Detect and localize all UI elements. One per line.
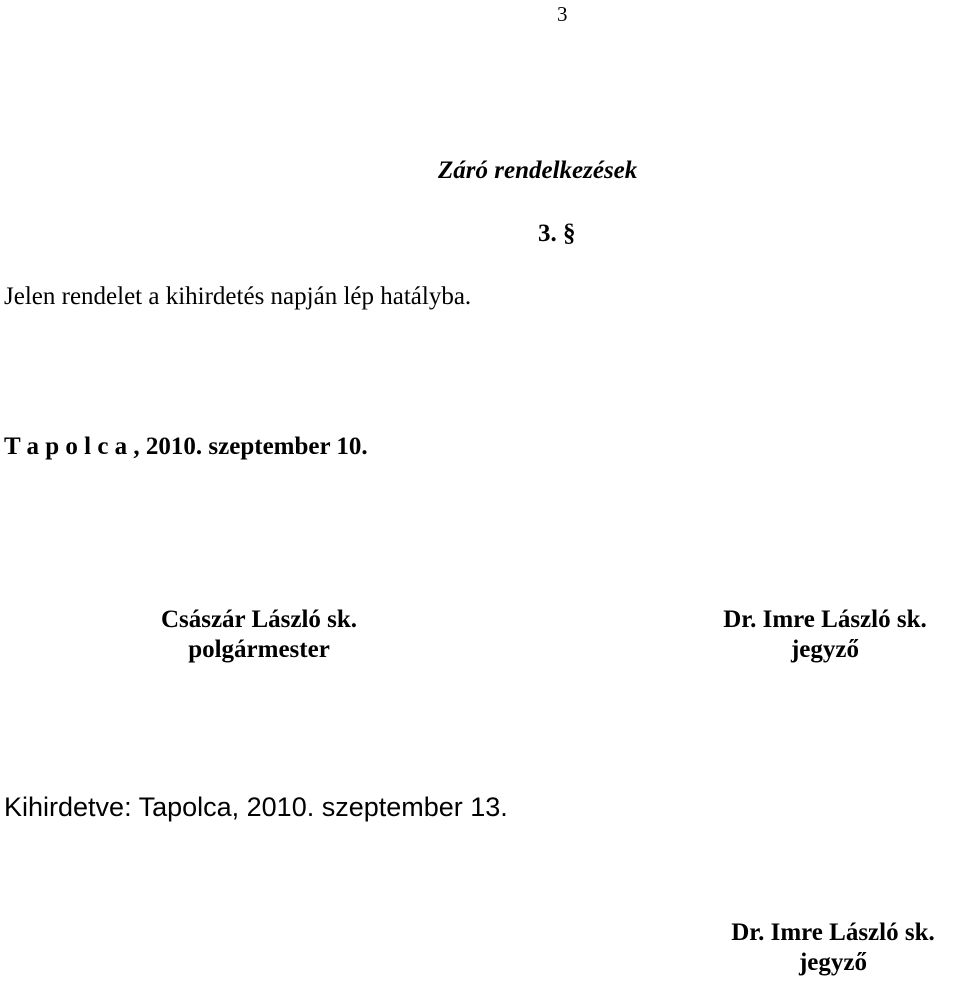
- date-line: T a p o l c a , 2010. szeptember 10.: [4, 433, 368, 460]
- promulgation-signature-role: jegyző: [798, 949, 868, 976]
- section-title: Záró rendelkezések: [438, 157, 638, 184]
- notary-role: jegyző: [790, 636, 860, 663]
- body-text: Jelen rendelet a kihirdetés napján lép hatályba.: [4, 283, 472, 310]
- notary-name: Dr. Imre László sk.: [723, 606, 927, 633]
- page-number: 3: [557, 2, 568, 26]
- mayor-signature: [120, 605, 398, 665]
- promulgation-text: Kihirdetve: Tapolca, 2010. szeptember 13.: [4, 792, 508, 822]
- notary-signature: [690, 605, 960, 665]
- promulgation-signature-name: Dr. Imre László sk.: [731, 919, 935, 946]
- mayor-name: Császár László sk.: [160, 606, 358, 633]
- mayor-role: polgármester: [188, 636, 330, 663]
- promulgation-signature: [706, 918, 960, 978]
- paragraph-number: 3. §: [538, 220, 576, 247]
